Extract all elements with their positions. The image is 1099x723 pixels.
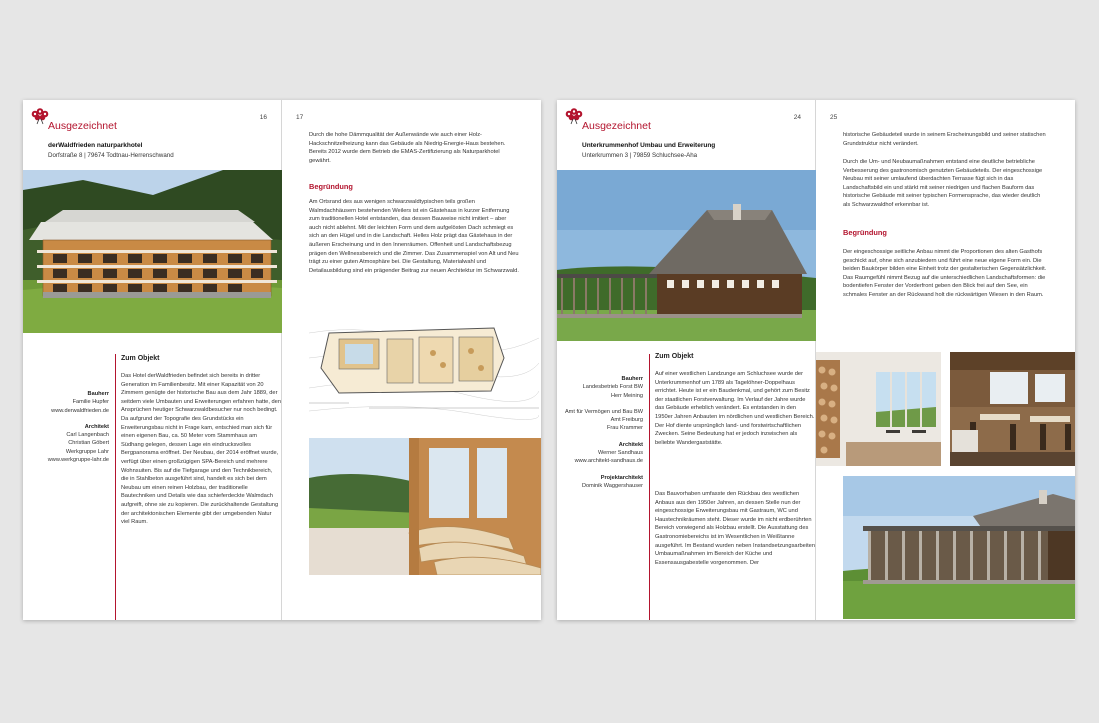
- body-text: Der eingeschossige seitliche Anbau nimmt die Proportionen des alten Gasthofs geschickt auf, ohne sich anzubiedern und führt eine neue eigene Form ein. Die beiden Baukörper bilden eine Einheit trotz der gestalterischen Gegensätzlichkeit. Das Raumgefühl nimmt Bezug auf die unterschiedlichen Landschaftsformen: die bodentiefen Fenster der Vorderfront geben den Blick frei auf den See, ein schmales Fenster an der Rückwand holt die rückwärtigen Wiesen in den Raum.: [843, 249, 1047, 298]
- architect-website[interactable]: www.werkgruppe-lahr.de: [47, 457, 109, 464]
- page-17: [282, 100, 541, 620]
- intro-text: Durch die hohe Dämmqualität der Außenwände wie auch einer Holz-Hackschnitzelheizung kann das Gebäude als Niedrig-Energie-Haus bestehen. Bereits 2012 wurde dem Betrieb die EMAS-Zertifizierung als Naturparkhotel gewährt.: [309, 132, 506, 164]
- body-text: Am Ortsrand des aus wenigen schwarzwaldtypischen teils großen Walmdachhäusern bestehenden Weilers ist ein Gästehaus in kurzer Entfernung zum traditionellen Hotel entstanden, das dessen Bauweise nicht imitiert – aber auch nicht ablehnt. Mit der leichten Form und dem aufgelösten Dach schmiegt es sich an den Hügel und in die Landschaft. Helles Holz prägt das Gästehaus in der äußeren Erscheinung und in den Innenräumen. Offenheit und Landschaftsbezug prägen den Wellnessbereich und die Zimmer. Das Zusammenspiel von Alt und Neu trägt zu einer guten Atmosphäre bei. Die Gestaltung, Materialwahl und Detailausbildung sind ein prägender Beitrag zur neuen Architektur im Schwarzwald.: [309, 199, 519, 274]
- interior-photo-dining: [950, 352, 1075, 466]
- floor-plan: [309, 313, 539, 423]
- project-address: Unterkrummen 3 | 79859 Schluchsee-Aha: [582, 152, 698, 159]
- column-divider: [649, 354, 650, 620]
- project-credits: [23, 390, 109, 464]
- body-text-1: Auf einer westlichen Landzunge am Schluchsee wurde der Unterkrummenhof um 1789 als Tagelöhner-Doppelhaus errichtet. Heute ist er ein Baudenkmal, und gehört zum Besitz der staatlichen Forstverwaltung. Im Verlauf der Jahre wurde das Gebäude erheblich verändert. Es entstanden in den 1950er Jahren Anbauten im nördlichen und westlichen Bereich. Der Hof diente ursprünglich land- und forstwirtschaftlichen Zwecken. Seine Bedeutung hat er jedoch inzwischen als beliebte Wandergaststätte.: [655, 371, 815, 446]
- page-number: 24: [793, 114, 801, 121]
- terrace-extension-photo: [843, 476, 1075, 619]
- architect-name: Christian Göbert: [68, 440, 109, 447]
- section-heading: Begründung: [843, 228, 887, 237]
- body-text: Das Hotel derWaldfrieden befindet sich bereits in dritter Generation im Familienbesitz. Mit einer Kapazität von 20 Zimmern genügte der historische Bau aus dem Jahr 1889, der seitdem viele Umbauten und Erweiterungen erfahren hatte, den Ansprüchen heutiger Schwarzwaldbesucher nur noch bedingt. Da aufgrund der Topografie des Grundstücks ein Erweiterungsbau nicht in Frage kam, entschied man sich für einen eigenen Bau, ca. 50 Meter vom Stammhaus am Südhang gelegen, dessen Lage ein eindrucksvolles Bergpanorama eröffnet. Der Neubau, der 2014 eröffnet wurde, verfügt über einen großzügigen SPA-Bereich und mehrere Wohnsuiten. Bis auf die Tiefgarage und den Technikbereich, die in Stahlbeton ausgeführt sind, handelt es sich bei dem Neubau um einen reinen Holzbau, der traditionelle Bautechniken und Details wie das schieferdeckte Walmdach aufgreift, ohne sie zu kopieren. Die zurückhaltende Gestaltung der architektonischen Elemente gibt der umgebenden Natur viel Raum.: [121, 373, 281, 526]
- office-contact: Frau Krammer: [606, 425, 643, 432]
- project-credits: [557, 375, 643, 490]
- office-name: Amt für Vermögen und Bau BW: [564, 408, 643, 415]
- architect-label: Architekt: [618, 441, 643, 448]
- relax-room-photo: [309, 438, 541, 575]
- page-25: [816, 100, 1075, 620]
- architect-name: Werner Sandhaus: [598, 450, 643, 457]
- page-number: 16: [259, 114, 267, 121]
- page-16: [23, 100, 282, 620]
- spread-unterkrummenhof: [557, 100, 1075, 620]
- interior-photo-windows: [816, 352, 941, 466]
- brand-label: Ausgezeichnet: [48, 120, 117, 132]
- owner-label: Bauherr: [621, 376, 643, 382]
- owner-website[interactable]: www.derwaldfrieden.de: [51, 407, 109, 414]
- architect-name: Carl Langenbach: [66, 432, 109, 439]
- intro-text-2: Durch die Um- und Neubaumaßnahmen entstand eine deutliche betriebliche Verbesserung des gastronomisch genutzten Gebäudeteils. Der eingeschossige Neubau mit seiner umlaufend überdachten Terrasse fügt sich in das Landschaftsbild ein und stärkt mit seiner niedrigen und flachen Bauform das historische Gebäude mit seiner typischen Formensprache, das wieder deutlich als Schwarzwaldhof erkennbar ist.: [843, 159, 1043, 208]
- owner-label: Bauherr: [87, 391, 109, 397]
- body-text-2: Das Bauvorhaben umfasste den Rückbau des westlichen Anbaus aus den 1950er Jahren, an dessen Stelle nun der eingeschossige Erweiterungsbau mit Gastraum, WC und Haustechnikräumen steht. Dieser wurde im nicht erdberührten Bereich vorwiegend als Holzbau erstellt. Die Ausstattung des Gastronomiebereichs ist im Wesentlichen in Weißtanne ausgeführt. Im Bestand wurden neben Instandsetzungsarbeiten Umbaumaßnahmen im Bereich der Küche und Essensausgabestelle vorgenommen. Der: [655, 491, 815, 566]
- project-architect-name: Dominik Waggershauser: [581, 482, 643, 489]
- page-number: 25: [830, 114, 838, 121]
- office-branch: Amt Freiburg: [610, 417, 643, 424]
- column-divider: [115, 354, 116, 620]
- project-architect-label: Projektarchitekt: [600, 474, 643, 481]
- architect-label: Architekt: [84, 423, 109, 430]
- section-heading: Zum Objekt: [655, 353, 694, 360]
- architect-firm: Werkgruppe Lahr: [65, 448, 109, 455]
- brand-label: Ausgezeichnet: [582, 120, 651, 132]
- project-address: Dorfstraße 8 | 79674 Todtnau-Herrenschwand: [48, 152, 174, 159]
- project-title: Unterkrummenhof Umbau und Erweiterung: [582, 142, 716, 149]
- section-heading: Zum Objekt: [121, 355, 160, 362]
- hotel-photo: [23, 170, 282, 333]
- farmhouse-photo: [557, 170, 816, 341]
- owner-contact: Herr Meining: [610, 392, 643, 399]
- page-number: 17: [296, 114, 304, 121]
- spread-waldfrieden: [23, 100, 541, 620]
- architect-website[interactable]: www.architekt-sandhaus.de: [574, 458, 643, 465]
- section-heading: Begründung: [309, 182, 353, 191]
- owner-name: Familie Hupfer: [72, 399, 109, 406]
- owner-name: Landesbetrieb Forst BW: [582, 384, 643, 391]
- project-title: derWaldfrieden naturparkhotel: [48, 142, 143, 149]
- intro-text-1: historische Gebäudeteil wurde in seinem Erscheinungsbild und seiner statischen Grundstruktur nicht verändert.: [843, 132, 1046, 147]
- page-24: [557, 100, 816, 620]
